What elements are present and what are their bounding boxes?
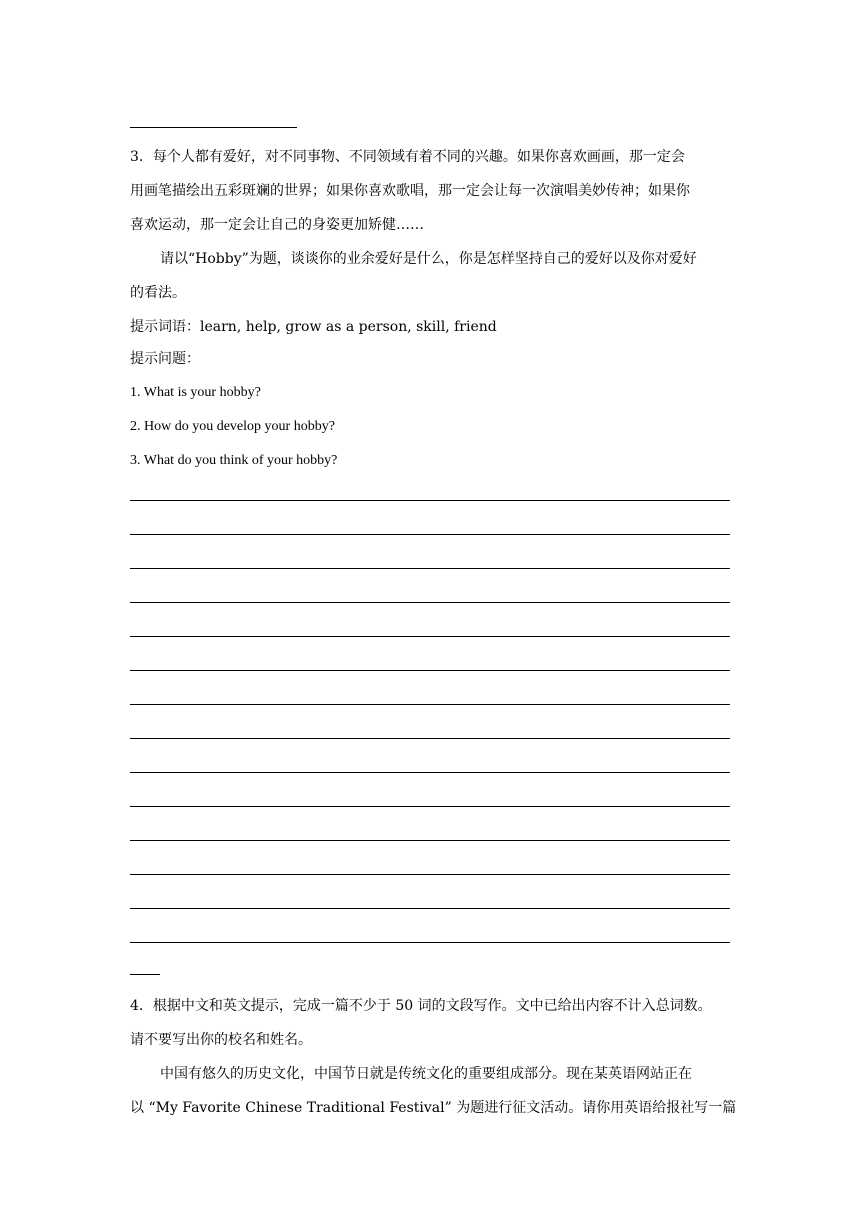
top-divider xyxy=(130,127,297,128)
q3-line-1: 3．每个人都有爱好，对不同事物、不同领域有着不同的兴趣。如果你喜欢画画，那一定会 xyxy=(130,149,685,165)
q4-line-2: 请不要写出你的校名和姓名。 xyxy=(130,1032,312,1048)
answer-line[interactable] xyxy=(130,874,730,875)
q3-question-1: 1. What is your hobby? xyxy=(130,385,261,400)
answer-line[interactable] xyxy=(130,670,730,671)
answer-line[interactable] xyxy=(130,500,730,501)
answer-line[interactable] xyxy=(130,942,730,943)
answer-line[interactable] xyxy=(130,908,730,909)
answer-line[interactable] xyxy=(130,840,730,841)
answer-line[interactable] xyxy=(130,704,730,705)
q4-line-1: 4．根据中文和英文提示，完成一篇不少于 50 词的文段写作。文中已给出内容不计入总词数。 xyxy=(130,998,712,1014)
q4-line-4: 以 “My Favorite Chinese Traditional Festival” 为题进行征文活动。请你用英语给报社写一篇 xyxy=(130,1100,737,1116)
answer-line[interactable] xyxy=(130,636,730,637)
q3-line-5: 的看法。 xyxy=(130,285,186,301)
q3-hint-questions-label: 提示问题： xyxy=(130,351,200,367)
answer-line[interactable] xyxy=(130,772,730,773)
answer-line[interactable] xyxy=(130,568,730,569)
q3-line-2: 用画笔描绘出五彩斑斓的世界；如果你喜欢歌唱，那一定会让每一次演唱美妙传神；如果你 xyxy=(130,183,690,199)
q3-line-3: 喜欢运动，那一定会让自己的身姿更加矫健…… xyxy=(130,217,424,233)
q3-hint-words: 提示词语：learn, help, grow as a person, skill, friend xyxy=(130,319,497,335)
answer-line[interactable] xyxy=(130,534,730,535)
answer-line-trailing[interactable] xyxy=(130,974,160,975)
answer-line[interactable] xyxy=(130,602,730,603)
answer-line[interactable] xyxy=(130,738,730,739)
q4-line-3: 中国有悠久的历史文化，中国节日就是传统文化的重要组成部分。现在某英语网站正在 xyxy=(160,1066,692,1082)
q3-question-3: 3. What do you think of your hobby? xyxy=(130,453,338,468)
q3-line-4: 请以“Hobby”为题，谈谈你的业余爱好是什么，你是怎样坚持自己的爱好以及你对爱好 xyxy=(160,251,697,267)
answer-line[interactable] xyxy=(130,806,730,807)
q3-question-2: 2. How do you develop your hobby? xyxy=(130,419,335,434)
